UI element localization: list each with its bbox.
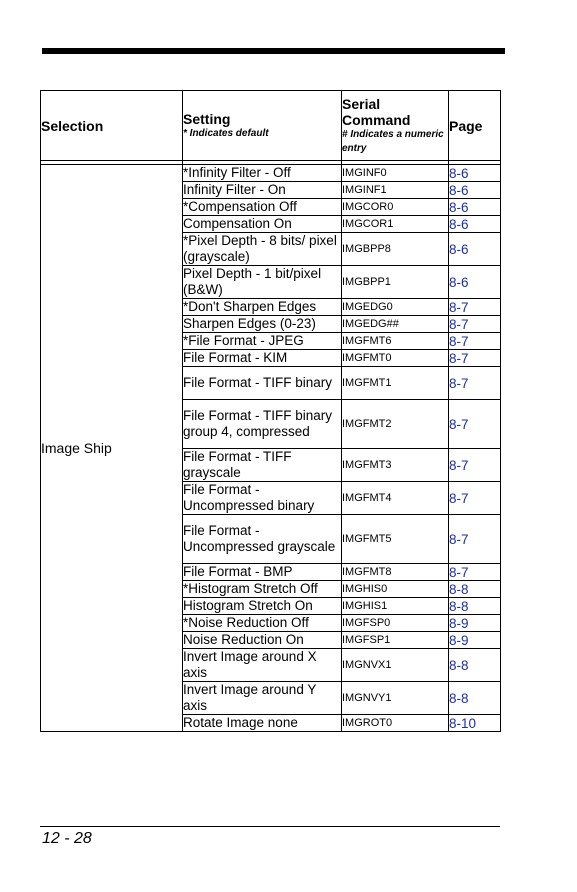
serial-command-cell: IMGFMT1 xyxy=(342,367,449,400)
serial-command-cell: IMGCOR1 xyxy=(342,216,449,233)
serial-command-cell: IMGHIS1 xyxy=(342,598,449,615)
serial-command-cell: IMGFMT4 xyxy=(342,482,449,515)
page-link[interactable]: 8-6 xyxy=(449,199,501,216)
serial-command-cell: IMGFMT0 xyxy=(342,350,449,367)
serial-command-cell: IMGEDG0 xyxy=(342,299,449,316)
header-serial-command xyxy=(342,91,449,161)
serial-command-cell: IMGBPP8 xyxy=(342,233,449,266)
page-link[interactable]: 8-8 xyxy=(449,649,501,682)
page-link[interactable]: 8-7 xyxy=(449,515,501,564)
header-serial-label: Serial Command xyxy=(342,95,411,128)
setting-cell: *Don't Sharpen Edges xyxy=(183,299,342,316)
setting-cell: File Format - TIFF binary group 4, compressed xyxy=(183,400,342,449)
header-serial-note: # Indicates a numeric entry xyxy=(342,128,444,154)
page-link[interactable]: 8-6 xyxy=(449,266,501,299)
page-link[interactable]: 8-6 xyxy=(449,165,501,182)
page-link[interactable]: 8-6 xyxy=(449,216,501,233)
bottom-rule xyxy=(40,826,500,827)
serial-command-cell: IMGFMT2 xyxy=(342,400,449,449)
page-link[interactable]: 8-8 xyxy=(449,682,501,715)
page-link[interactable]: 8-8 xyxy=(449,581,501,598)
page-link[interactable]: 8-7 xyxy=(449,333,501,350)
header-setting-note: * Indicates default xyxy=(183,128,269,139)
page-number: 12 - 28 xyxy=(42,830,92,847)
setting-cell: File Format - TIFF grayscale xyxy=(183,449,342,482)
page-link[interactable]: 8-7 xyxy=(449,449,501,482)
serial-command-cell: IMGNVX1 xyxy=(342,649,449,682)
serial-command-cell: IMGCOR0 xyxy=(342,199,449,216)
top-rule xyxy=(42,48,505,54)
setting-cell: Infinity Filter - On xyxy=(183,182,342,199)
setting-cell: Pixel Depth - 1 bit/pixel (B&W) xyxy=(183,266,342,299)
page-link[interactable]: 8-7 xyxy=(449,367,501,400)
setting-cell: Histogram Stretch On xyxy=(183,598,342,615)
setting-cell: *Compensation Off xyxy=(183,199,342,216)
page-link[interactable]: 8-7 xyxy=(449,482,501,515)
page-link[interactable]: 8-7 xyxy=(449,564,501,581)
page-link[interactable]: 8-8 xyxy=(449,598,501,615)
table-row xyxy=(41,165,501,182)
setting-cell: Rotate Image none xyxy=(183,715,342,732)
setting-cell: *Noise Reduction Off xyxy=(183,615,342,632)
setting-cell: *File Format - JPEG xyxy=(183,333,342,350)
setting-cell: File Format - Uncompressed grayscale xyxy=(183,515,342,564)
page-link[interactable]: 8-6 xyxy=(449,233,501,266)
serial-command-cell: IMGEDG## xyxy=(342,316,449,333)
setting-cell: File Format - TIFF binary xyxy=(183,367,342,400)
page-link[interactable]: 8-6 xyxy=(449,182,501,199)
setting-cell: Noise Reduction On xyxy=(183,632,342,649)
serial-command-cell: IMGFMT6 xyxy=(342,333,449,350)
serial-command-cell: IMGFMT3 xyxy=(342,449,449,482)
page-link[interactable]: 8-7 xyxy=(449,316,501,333)
serial-command-cell: IMGINF0 xyxy=(342,165,449,182)
setting-cell: File Format - BMP xyxy=(183,564,342,581)
page-link[interactable]: 8-9 xyxy=(449,615,501,632)
table-body xyxy=(41,161,501,732)
serial-command-cell: IMGFMT8 xyxy=(342,564,449,581)
page-link[interactable]: 8-9 xyxy=(449,632,501,649)
serial-command-cell: IMGINF1 xyxy=(342,182,449,199)
serial-command-cell: IMGNVY1 xyxy=(342,682,449,715)
header-setting-label: Setting xyxy=(183,111,231,127)
setting-cell: Invert Image around X axis xyxy=(183,649,342,682)
page-link[interactable]: 8-10 xyxy=(449,715,501,732)
setting-cell: Compensation On xyxy=(183,216,342,233)
setting-cell: Sharpen Edges (0-23) xyxy=(183,316,342,333)
setting-cell: File Format - KIM xyxy=(183,350,342,367)
header-setting xyxy=(183,91,342,161)
header-selection: Selection xyxy=(41,91,183,161)
serial-command-cell: IMGFSP1 xyxy=(342,632,449,649)
setting-cell: File Format - Uncompressed binary xyxy=(183,482,342,515)
table-header-row xyxy=(41,91,501,161)
selection-cell: Image Ship xyxy=(41,165,183,732)
page-link[interactable]: 8-7 xyxy=(449,400,501,449)
header-page: Page xyxy=(449,91,501,161)
serial-command-cell: IMGHIS0 xyxy=(342,581,449,598)
setting-cell: *Infinity Filter - Off xyxy=(183,165,342,182)
serial-command-cell: IMGBPP1 xyxy=(342,266,449,299)
serial-command-cell: IMGFSP0 xyxy=(342,615,449,632)
setting-cell: Invert Image around Y axis xyxy=(183,682,342,715)
serial-command-cell: IMGFMT5 xyxy=(342,515,449,564)
page-link[interactable]: 8-7 xyxy=(449,350,501,367)
serial-command-cell: IMGROT0 xyxy=(342,715,449,732)
setting-cell: *Pixel Depth - 8 bits/ pixel (grayscale) xyxy=(183,233,342,266)
page-link[interactable]: 8-7 xyxy=(449,299,501,316)
command-table xyxy=(40,90,501,732)
setting-cell: *Histogram Stretch Off xyxy=(183,581,342,598)
